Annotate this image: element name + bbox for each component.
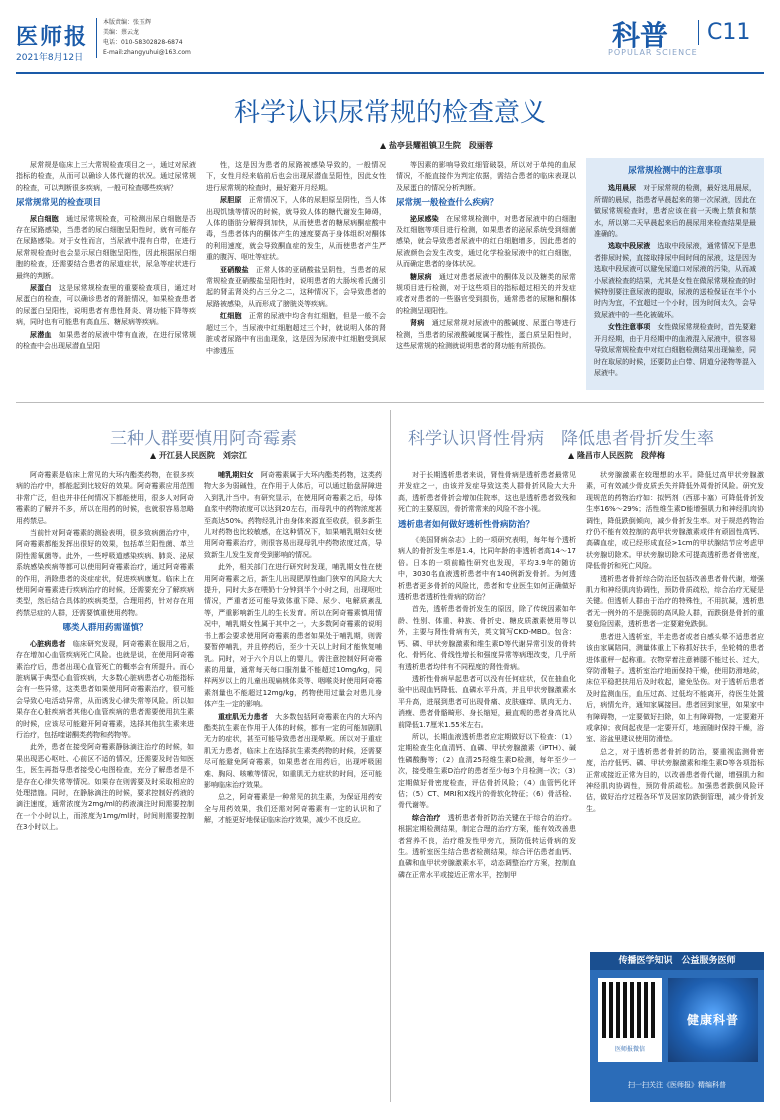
paragraph-lead: 尿潜血 bbox=[30, 330, 52, 339]
article1-headline: 科学认识尿常规的检查意义 bbox=[233, 98, 546, 128]
issue-date: 2021年8月12日 bbox=[16, 53, 84, 63]
paragraph-text: 透析性骨病早起患者可以没有任何症状，仅在抽血化验中出现血钙降低、血磷水平升高，并且甲状旁腺激素水平升高，进展到患者可出现骨痛、皮肤瘙痒、肌肉无力、消瘦、患者骨骼畸形、身长缩短，最直观的患者身高比从前降低1.7厘米1.55米左右。 bbox=[398, 674, 576, 729]
paragraph-lead: 综合治疗 bbox=[412, 813, 441, 822]
paragraph bbox=[206, 160, 386, 194]
article3-byline: ▲ 隆昌市人民医院 段萍梅 bbox=[568, 451, 665, 460]
paragraph-text: 状旁腺激素在较理想的水平。降低过高甲状旁腺激素，可有效减少骨皮质丢失并降低外周骨折风险。研究发现规范的药物治疗如：拟钙剂（西那卡塞）可降低骨折发生率16%～29%；活性维生素D能增强肌力和神经肌肉协调性，降低跌倒倾向，减少骨折发生率。对于规范药物治疗仍不能有效控制的高甲状旁腺激素或伴有顽固性高钙、高磷血症，或已经形成直径>1cm的甲状腺结节应考虑甲状旁腺切除术。甲状旁腺切除术可提高透析患者骨密度，降低骨折和死亡风险。 bbox=[586, 471, 764, 571]
paragraph bbox=[396, 318, 576, 352]
promo-image: 健康科普 bbox=[668, 978, 758, 1062]
paragraph bbox=[16, 330, 196, 353]
paragraph-text: 选取中段尿液，通常情况下是患者排尿时候，直接取排尿中间时间的尿液，这是因为选取中段尿液可以避免尿道口对尿液的污染，从而减小尿液检查的结果，尤其是女性在做尿常规检查的时候特别要注意尿液的提取，尿液的送检保证在半个小时内为宜，不宜超过一个小时，因为时间太久，会导致尿液中的一些化被破坏。 bbox=[594, 242, 756, 319]
section-name: 科普 bbox=[612, 19, 669, 52]
paragraph-lead: 亚硝酸盐 bbox=[220, 265, 249, 274]
paragraph-text: 对于长期透析患者来说，肾性骨病是透析患者最常见并发症之一，由该并发症导致这类人群骨折风险大大升高，透析患者骨折会增加住院率，这也是透析患者致残和死亡的主要原因，骨折常常来的风险不容小视。 bbox=[398, 471, 576, 514]
paragraph bbox=[206, 195, 386, 263]
editor-info-line: 电话：010-58302828-6874 bbox=[103, 39, 183, 46]
paragraph-lead: 泌尿感染 bbox=[410, 214, 439, 223]
editor-info-line: 美编：蔡云龙 bbox=[103, 29, 140, 36]
paragraph-text: 临床研究发现，阿奇霉素在服用之后，存在增加心血管疾病死亡风险。也就是说，在使用阿奇霉素治疗后，患者出现心血管死亡的概率会有所提升。而心脏病属于典型心血管疾病，大多数心脏病患者心功能指标会有一些异常，这类患者如果使用阿奇霉素治疗，很可能会导致心电活动异常，从而诱发心律失常等风险。所以如果存在心脏疾病者其他心血管疾病的患者需要使用抗生素的时候，应该尽可能避开阿奇霉素，选择其他抗生素来进行治疗，包括喹诺酮类药物和药物等。 bbox=[16, 639, 194, 739]
article1-col2 bbox=[206, 160, 386, 396]
subheading: 尿常规常见的检查项目 bbox=[16, 198, 102, 209]
notes-box-body bbox=[594, 183, 756, 379]
paragraph-text: 透析患者骨折防治关键在于综合的治疗。根据定期检测结果，制定合理的治疗方案，能有效改善患者营养不良，治疗维发性甲旁亢，预防低转运骨病的发生。透析室医生结合患者检测结果，综合评估患者血钙、血磷和血甲状旁腺激素水平，动态调整治疗方案，控制血磷在正常水平或接近正常水平，控制甲 bbox=[398, 813, 576, 879]
paragraph bbox=[594, 322, 756, 379]
paragraph bbox=[586, 632, 764, 746]
article1-col1 bbox=[16, 160, 196, 396]
paragraph-lead: 红细胞 bbox=[220, 312, 242, 321]
paragraph bbox=[398, 732, 576, 812]
paragraph-text: 首先，透析患者骨折发生的原因，除了传统因素如年龄、性别、体重、种族、骨折史、糖皮质激素使用等以外，主要与肾性骨病有关，英文简写CKD-MBD。包含：钙、磷、甲状旁腺激素和维生素D等代谢异常引发的骨转化、骨钙化、骨线性增长和强度异常等病理改变，几乎所有透析患者均伴有不同程度的肾性骨病。 bbox=[398, 605, 576, 671]
subheading: 尿常规一般检查什么疾病？ bbox=[396, 198, 499, 209]
paragraph bbox=[594, 183, 756, 240]
paragraph-text: 正常人体的亚硝酸盐呈阴性，当患者的尿常规检查亚硝酸盐呈阳性时，说明患者的大肠埃希氏菌引起的肾盂肾炎约占三分之二，这种情况下，会导致患者的尿路被感染，从而形成了膀胱炎等疾病。 bbox=[206, 265, 386, 308]
paragraph bbox=[396, 214, 576, 271]
paragraph bbox=[398, 535, 576, 603]
paragraph bbox=[204, 712, 382, 792]
article3-col1 bbox=[398, 470, 576, 1102]
article1-byline: ▲ 盐亭县耀祖镇卫生院 段丽蓉 bbox=[380, 141, 493, 150]
paragraph-text: 女性做尿常规检查时，首先要避开月经期，由于月经期中的血液混入尿液中，很容易导致尿常规检查中对红白细胞检测结果出现偏差，同时在取尿的时候，还要防止白带、阴道分泌物等混入尿液中。 bbox=[594, 323, 756, 377]
paragraph bbox=[204, 792, 382, 826]
paragraph-lead: 尿蛋白 bbox=[30, 284, 52, 293]
paragraph bbox=[16, 639, 194, 742]
paragraph-lead: 哺乳期妇女 bbox=[218, 471, 254, 479]
paragraph-lead: 女性注意事项 bbox=[608, 323, 651, 332]
paragraph-lead: 选取中段尿液 bbox=[608, 242, 651, 251]
subheading: 透析患者如何做好透析性骨病防治？ bbox=[398, 519, 535, 530]
notes-box bbox=[586, 158, 764, 390]
page-number: C11 bbox=[698, 20, 764, 45]
article2-col1 bbox=[16, 470, 194, 1102]
editor-info-line: 本版责编：张玉辉 bbox=[103, 19, 152, 26]
paragraph-text: 通过对患者尿液中的酮体及以及糖类的尿常规项目进行检测，对于这些项目的指标超过相关的并发症或者对患者的一些器官受到损伤，通常患者的尿糖和酮体的检测呈现阳性。 bbox=[396, 272, 576, 315]
paragraph-text: 如果患者的尿液中带有血液，在进行尿常规的检查中会出现尿潜血呈阳 bbox=[16, 330, 196, 351]
paragraph bbox=[16, 528, 194, 619]
paragraph-text: 此外，患者在接受阿奇霉素静脉滴注治疗的时候，如果出现恶心呕吐、心前区不适的情况，还需要及时告知医生，医生再指导患者接受心电图检查，充分了解患者是不是存在心律失常等情况。如果存在则需要及时采取相应的处理措施。同时，在静脉滴注的时候，要求控制好药液的滴注速度，通常浓度为2mg/ml的药液滴注时间需要控制在一个小时以上，而浓度为1mg/ml时，时间则需要控制在3小时以上。 bbox=[16, 743, 194, 832]
paragraph bbox=[204, 470, 382, 561]
promo-slogan: 传播医学知识 公益服务医师 bbox=[590, 952, 764, 970]
paragraph-text: 在尿常规检测中，对患者尿液中的白细胞及红细胞等项目进行检测，如果患者的泌尿系统受到细菌感染，就会导致患者尿液中的红白细胞增多，因此患者的尿液颜色会发生改变，通过化学检验尿液中的红白细胞，从而确定患者的身体状况。 bbox=[396, 214, 576, 269]
qr-code-icon[interactable] bbox=[602, 982, 658, 1038]
editor-info-line: E-mail:zhangyuhui@163.com bbox=[103, 49, 191, 56]
article1-col3 bbox=[396, 160, 576, 396]
paragraph-text: 《美国肾病杂志》上的一项研究表明，每年每个透析病人的骨折发生率是1.4，比同年龄的非透析者高14～17倍。日本的一项前瞻性研究也发现，平均3.9年的随访中，3030名血液透析患者中有140例新发骨折。为何透析患者更多骨折的风险比，患者和专业医生如何正确做好透析患者透析性骨病的防治？ bbox=[398, 536, 576, 602]
newspaper-logo: 医师报 bbox=[16, 24, 89, 50]
paragraph bbox=[16, 742, 194, 833]
paragraph bbox=[396, 272, 576, 318]
paragraph-text: 总之，对于透析患者骨折的防治，要重视监测骨密度，治疗低钙、磷、甲状旁腺激素和维生素D等各项指标正常或接近正常为目的，以改善患者骨代谢，增强肌力和神经肌肉协调性，预防骨质疏松。加强患者跌倒风险评估，做好治疗过程各环节及居家防跌倒管理，减少骨折发生。 bbox=[586, 747, 764, 813]
section-name-english: POPULAR SCIENCE bbox=[608, 48, 698, 57]
paragraph-lead: 尿白细胞 bbox=[30, 214, 59, 223]
article2-col2 bbox=[204, 470, 382, 1102]
paragraph-text: 通过尿常规检查，可检测出尿白细胞是否存在尿路感染，当患者的尿白细胞呈阳性时，就有可能存在尿路感染。对于女性而言，当尿液中混有白带，在进行尿常规检查时也会显示尿白细胞呈阳性，因此根据尿白细胞的检查，还需要结合患者的尿道症状，尿急等症状进行最终的判断。 bbox=[16, 214, 196, 280]
column-divider bbox=[390, 410, 391, 1102]
paragraph bbox=[396, 160, 576, 194]
article-divider bbox=[16, 402, 764, 403]
paragraph bbox=[586, 747, 764, 815]
paragraph-text: 通过尿常规对尿液中的酸碱度、尿蛋白等进行检测，当患者的尿液酸碱度属于酸性，蛋白质呈阳性时，这些尿常规的检测就说明患者的肾功能有所损伤。 bbox=[396, 319, 576, 351]
paragraph-lead: 尿胆原 bbox=[220, 196, 242, 205]
paragraph bbox=[16, 160, 196, 194]
article3-col2 bbox=[586, 470, 764, 944]
paragraph bbox=[16, 470, 194, 527]
paragraph-text: 此外，相关部门在进行研究时发现，哺乳期女性在使用阿奇霉素之后，新生儿出现肥厚性幽门狭窄的风险大大提升，同时大多在喂奶十分钟到半个小时之间，出现呕吐情况，严重者还可能导致体重下降、尿少、电解质紊乱等，严重影响新生儿的生长发育。所以在阿奇霉素慎用情况中，哺乳期女性属于其中之一，大多数阿奇霉素的说明书上都会要求使用阿奇霉素的患者如果处于哺乳期，则需要暂停哺乳，并且停药后，至少十天以上时间才能恢复哺乳。同时，对于六个月以上的婴儿，需注意控制好阿奇霉素的用量，通常每天每口服剂量不能超过10mg/kg，同样两岁以上的儿童出现扁桃体炎等、咽喉炎时使用阿奇霉素剂量也不能超过12mg/kg，药物使用过量会对患儿身体产生一定的影响。 bbox=[204, 563, 382, 709]
paragraph bbox=[206, 311, 386, 357]
article2-headline: 三种人群要慎用阿奇霉素 bbox=[110, 429, 297, 449]
paragraph-lead: 糖尿病 bbox=[410, 272, 432, 281]
paragraph-text: 阿奇霉素是临床上常见的大环内酯类药物，在很多疾病的治疗中，都能起到比较好的效果。阿奇霉素应用范围非常广泛，但也并非任何情况下都能使用，很多人对阿奇霉素的了解并不多，所以在用药的时候，也就很容易忽略用药禁忌。 bbox=[16, 471, 194, 525]
paragraph-lead: 肾病 bbox=[410, 319, 425, 328]
paragraph-text: 透析患者骨折综合防治还包括改善患者骨代谢，增强肌力和神经肌肉协调性，预防骨质疏松，综合治疗无疑是关键。但透析人群由于治疗的特殊性，不用抗凝，透析患者无一例外的不是脆弱的高风险人群，而跌倒是骨折的重要危险因素，透析患者一定要避免跌倒。 bbox=[586, 574, 764, 629]
paragraph bbox=[586, 574, 764, 631]
article2-byline: ▲ 开江县人民医院 刘宗江 bbox=[150, 451, 247, 460]
paragraph bbox=[586, 470, 764, 573]
editor-info bbox=[96, 18, 256, 58]
paragraph bbox=[16, 214, 196, 282]
paragraph bbox=[16, 283, 196, 329]
paragraph bbox=[398, 813, 576, 881]
paragraph bbox=[204, 562, 382, 710]
paragraph-text: 尿常规是临床上三大常规检查项目之一，通过对尿液指标的检查，从而可以确诊人体代谢的状况。通过尿常规的检查，可以判断很多疾病，一般可检查哪些疾病？ bbox=[16, 161, 196, 192]
paragraph-lead: 心脏病患者 bbox=[30, 639, 66, 648]
paragraph-text: 正常的尿液中均含有红细胞，但是一般不会超过三个，当尿液中红细胞超过三个时，就说明人体的肾脏或者尿路中有出血现象，这是因为尿液中红细胞受到尿中渗透压 bbox=[206, 312, 386, 355]
paragraph-text: 性，这是因为患者的尿路被感染导致的，一般情况下，女性月经来临前后也会出现尿潜血呈阳性，因此女性进行尿常规的检查时，最好避开月经期。 bbox=[206, 161, 386, 192]
qr-label: 医师报微信 bbox=[614, 1046, 645, 1053]
paragraph bbox=[398, 674, 576, 731]
paragraph-text: 所以，长期血液透析患者应定期做好以下检查：（1）定期检查生化血清钙、血磷、甲状旁腺激素（iPTH）、碱性磷酸酶等；（2）血清25羟维生素D检测，每年至少一次，接受维生素D治疗的患者至少每3个月检测一次；（3）定期做好骨密度检查，评估骨折风险；（4）血管钙化评估；（5）CT、MRI和X线片的骨软化特征；（6）骨活检、骨代谢等。 bbox=[398, 732, 576, 810]
paragraph-text: 大多数包括阿奇霉素在内的大环内酯类抗生素在作用于人体的时候，都有一定的可能加剧肌无力的症状，甚至可能导致患者出现晕厥。所以对于重症肌无力患者，临床上在选择抗生素类药物的时候，还需要尽可能避免阿奇霉素，如果患者在用药后，出现呼吸困难、胸闷、咳嗽等情况，如重肌无力症状的时间，还可能影响临床治疗效果。 bbox=[204, 712, 382, 789]
paragraph-text: 等因素的影响导致红细管破裂，所以对于单纯的血尿情况，不能直接作为判定依据，需结合患者的临床表现以及尿蛋白的情况分析判断。 bbox=[396, 161, 576, 192]
paragraph bbox=[206, 265, 386, 311]
paragraph bbox=[398, 604, 576, 672]
paragraph-text: 阿奇霉素属于大环内酯类药物，这类药物大多为弱碱性，在作用于人体后，可以通过胎盘屏障进入到乳汁当中。有研究显示，在使用阿奇霉素之后，母体血浆中药物浓度可以达到20左右，而母乳中的药物浓度甚至高达50%。药物经乳汁由身体来源直至收获，很多新生儿对药物也比较敏感，在这种情况下，如果哺乳期妇女使用阿奇霉素治疗，则很容易出现母乳中药物浓度过高，导致新生儿发生发育受到影响的情况。 bbox=[204, 471, 382, 559]
article3-headline: 科学认识肾性骨病 降低患者骨折发生率 bbox=[408, 429, 714, 449]
paragraph-lead: 重症肌无力患者 bbox=[218, 712, 268, 721]
paragraph bbox=[398, 470, 576, 516]
paragraph-text: 当前针对阿奇霉素的测验表明，很多致病菌治疗中，阿奇霉素都能发挥出很好的效果，包括革兰阳性菌、革兰阴性需氧菌等。此外，一些呼吸道感染疾病、肺炎、泌尿系统感染疾病等都可以使用阿奇霉素治疗，通过阿奇霉素的作用，消除患者的炎症症状，促进疾病康复。临床上在使用阿奇霉素进行疾病治疗的时候，还需要充分了解疾病类型，然后结合具体的疾病类型，合理用药，针对存在用药禁忌症的人群，还需要慎重使用药物。 bbox=[16, 529, 194, 617]
subheading: 哪类人群用药需谨慎？ bbox=[62, 623, 148, 634]
notes-box-content bbox=[594, 164, 756, 384]
paragraph-text: 总之，阿奇霉素是一种常见的抗生素，为保证用药安全与用药效果，我们还需对阿奇霉素有一定的认识和了解，才能更好地保证临床治疗效果，减少不良反应。 bbox=[204, 793, 382, 825]
promo-caption: 扫一扫关注《医师报》精编科普 bbox=[628, 1081, 726, 1089]
paragraph-text: 患者进入透析室，半走患者或者自感头晕不适患者应该由家属陪同，测量体重上下称抓好扶手，坐轮椅的患者进体重秤一起称重。衣物穿着注意裤腿不能过长、过大，穿防滑鞋子。透析室治疗地面保持干燥，使用防滑地砖，床位平稳把扶用后及时收起，避免坠伤。对于透析后患者及时监测血压，血压过高、过低均不能离开，待医生处置后，病情允许，通知家属接回。患者回到家里，如果家中有障碍物，一定要做好扫除，如上有障碍物，一定要避开或拿掉；夜间起夜是一定要开灯，地面随时保持干燥，浴室、浴盆里建议使用防滑垫。 bbox=[586, 632, 764, 744]
paragraph-text: 正常情况下，人体的尿胆原呈阴性，当人体出现饥饿等情况的时候，就导致人体的糖代谢发生障碍，人体的脂肪分解得到加快，从而使患者的糖尿病酮症酸中毒，当患者体内的酮体产生的速度要高于身体组织对酮体的利用速度，就会导致酮血症的发生，从而使患者产生严重的腹泻、呕吐等症状。 bbox=[206, 196, 386, 262]
paragraph-lead: 选用晨尿 bbox=[608, 184, 637, 193]
paragraph bbox=[594, 241, 756, 321]
paragraph-text: 对于尿常规的检测，最好选用晨尿，所谓的晨尿，指患者早晨起来的第一次尿液，因此在做尿常规检查时，患者应该在前一天晚上禁食和禁水，所以第二天早晨起来后的晨尿用来检查结果是最准确的。 bbox=[594, 184, 756, 239]
paragraph-text: 这是尿常规检查里的重要检查项目，通过对尿蛋白的检查，可以确诊患者的肾脏情况，如果检查患者的尿蛋白呈阳性，说明患者有患性肾炎、肾功能下降等疾病，同时也有可能患有高血压、糖尿病等疾病。 bbox=[16, 284, 196, 327]
notes-box-title: 尿常规检测中的注意事项 bbox=[628, 166, 722, 176]
masthead-divider bbox=[16, 72, 764, 74]
